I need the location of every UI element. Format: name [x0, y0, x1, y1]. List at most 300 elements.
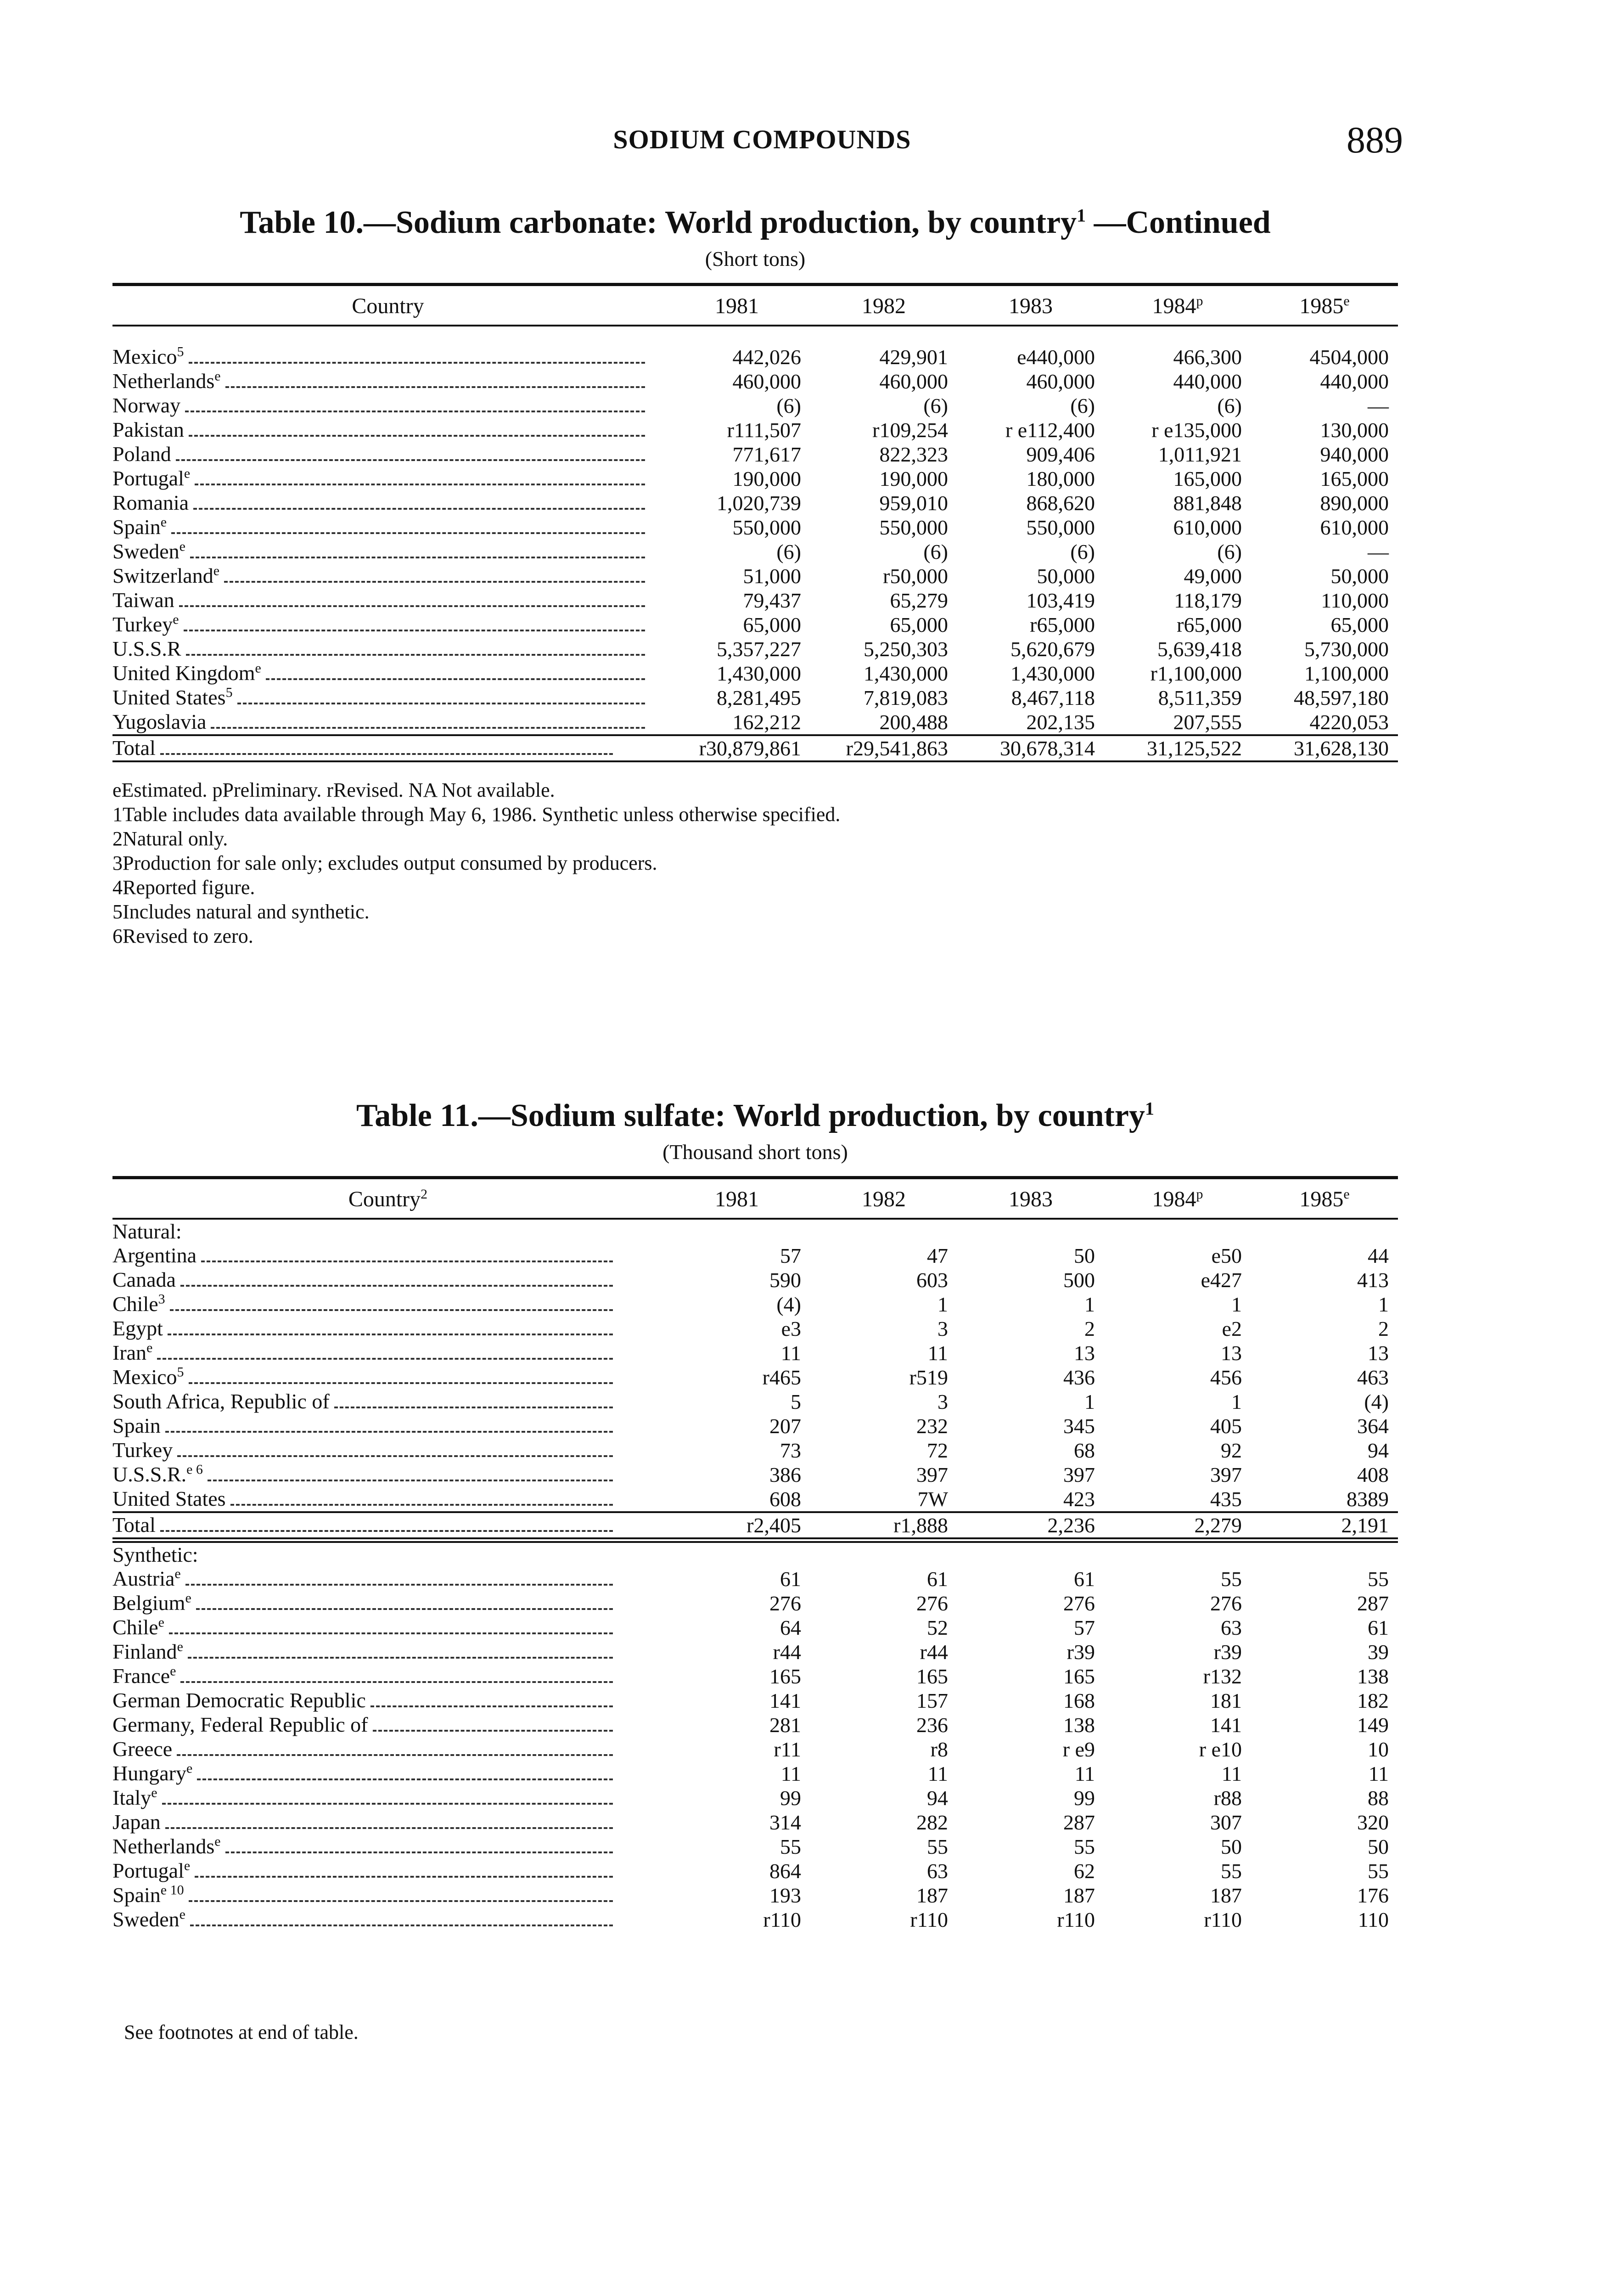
country-leader — [112, 1414, 613, 1438]
country-cell — [112, 613, 663, 637]
value-cell: 65,000 — [890, 613, 948, 636]
country-leader — [112, 1713, 613, 1737]
value-cell: 50 — [1074, 1244, 1095, 1267]
country-text: Total — [112, 736, 156, 760]
table-10-title-mark: 1 — [1077, 205, 1086, 226]
country-mark: e — [214, 369, 221, 384]
country-cell — [112, 1244, 663, 1268]
section-synthetic — [112, 1543, 1398, 1567]
table-row — [112, 1463, 1398, 1487]
year-column-header — [810, 286, 957, 325]
country-leader — [112, 1390, 613, 1414]
country-name — [112, 1688, 366, 1712]
leader-dots — [225, 1851, 613, 1853]
value-cell: 11 — [780, 1762, 801, 1785]
country-text: Romania — [112, 491, 189, 514]
value-cell: 1,011,921 — [1158, 443, 1242, 466]
value-cell: 202,135 — [1026, 710, 1095, 734]
table-row — [112, 1664, 1398, 1688]
value-cell: 51,000 — [743, 564, 801, 588]
country-leader — [112, 1268, 613, 1292]
value-cell: 2 — [1378, 1317, 1389, 1340]
table-10-top-rule — [112, 283, 1398, 286]
country-cell — [112, 1664, 663, 1688]
country-leader — [112, 1883, 613, 1908]
table-row — [112, 1268, 1398, 1292]
value-cell: 466,300 — [1173, 345, 1242, 369]
table-row — [112, 1640, 1398, 1664]
country-cell — [112, 1487, 663, 1511]
country-cell — [112, 369, 663, 394]
country-text: Turkey — [112, 613, 173, 636]
table-10-title-suffix: —Continued — [1086, 205, 1271, 240]
country-leader — [112, 540, 645, 564]
year-mark: e — [1343, 1187, 1350, 1202]
leader-dots — [162, 1803, 613, 1805]
value-cell: 50 — [1368, 1835, 1389, 1858]
leader-dots — [334, 1407, 613, 1408]
table-row — [112, 394, 1398, 418]
value-cell: 11 — [1074, 1762, 1095, 1785]
value-cell: r e112,400 — [1005, 418, 1095, 442]
country-text: Turkey — [112, 1438, 173, 1462]
total-value-cell: 30,678,314 — [1000, 737, 1095, 760]
country-mark: 3 — [158, 1292, 165, 1307]
value-cell: 61 — [927, 1567, 948, 1591]
table-row — [112, 686, 1398, 710]
country-cell — [112, 515, 663, 540]
value-cell: 1,430,000 — [1010, 662, 1095, 685]
country-cell — [112, 564, 663, 588]
value-cell: 61 — [1074, 1567, 1095, 1591]
footnote: 6Revised to zero. — [112, 925, 253, 947]
country-cell — [112, 1908, 663, 1932]
value-cell: 138 — [1357, 1665, 1389, 1688]
year-label: 1982 — [862, 294, 906, 318]
country-name — [112, 637, 181, 661]
value-cell: 397 — [1210, 1463, 1242, 1486]
country-mark: 5 — [177, 345, 184, 360]
table-row — [112, 1487, 1398, 1511]
rule-cell — [112, 1537, 1398, 1543]
value-cell: 8,467,118 — [1011, 686, 1095, 709]
value-cell: r65,000 — [1177, 613, 1242, 636]
value-cell: r519 — [909, 1366, 948, 1389]
value-cell: 1 — [1084, 1390, 1095, 1413]
country-leader — [112, 588, 645, 613]
value-cell: 345 — [1063, 1414, 1095, 1438]
value-cell: 207 — [769, 1414, 801, 1438]
leader-dots — [188, 1657, 613, 1659]
value-cell: e440,000 — [1017, 345, 1095, 369]
value-cell: 55 — [1368, 1567, 1389, 1591]
country-cell — [112, 1615, 663, 1640]
country-mark: e — [177, 1640, 183, 1654]
country-name — [112, 1268, 176, 1292]
value-cell: r e10 — [1199, 1738, 1242, 1761]
leader-dots — [185, 411, 645, 412]
leader-dots — [208, 1480, 613, 1481]
leader-dots — [169, 1632, 613, 1634]
country-name — [112, 1365, 184, 1389]
footnote: 2Natural only. — [112, 827, 228, 850]
country-text: Switzerland — [112, 564, 213, 587]
country-column-header: Country — [352, 294, 424, 318]
value-cell: 440,000 — [1173, 370, 1242, 393]
leader-dots — [160, 753, 613, 755]
value-cell: 190,000 — [879, 467, 948, 490]
year-column-header — [663, 286, 810, 325]
value-cell: 1,430,000 — [717, 662, 801, 685]
value-cell: 190,000 — [732, 467, 801, 490]
total-value-cell: 2,279 — [1194, 1514, 1242, 1537]
country-leader — [112, 1365, 613, 1390]
leader-dots — [170, 1309, 613, 1311]
leader-dots — [190, 1925, 613, 1926]
country-name — [112, 1737, 172, 1761]
value-cell: 138 — [1063, 1713, 1095, 1737]
table-row — [112, 540, 1398, 564]
value-cell: 442,026 — [732, 345, 801, 369]
table-row — [112, 564, 1398, 588]
value-cell: 141 — [1210, 1713, 1242, 1737]
value-cell: 11 — [927, 1762, 948, 1785]
country-cell — [112, 442, 663, 467]
country-cell — [112, 637, 663, 661]
country-leader — [112, 1244, 613, 1268]
table-row — [112, 1292, 1398, 1317]
value-cell: 65,279 — [890, 589, 948, 612]
leader-dots — [189, 1900, 613, 1902]
value-cell: r109,254 — [872, 418, 948, 442]
value-cell: — — [1368, 540, 1389, 563]
value-cell: 50,000 — [1330, 564, 1389, 588]
leader-dots — [196, 1608, 613, 1610]
country-cell — [112, 1463, 663, 1487]
value-cell: 180,000 — [1026, 467, 1095, 490]
value-cell: 157 — [916, 1689, 948, 1712]
table-row — [112, 1414, 1398, 1438]
country-leader — [112, 1591, 613, 1615]
country-leader — [112, 394, 645, 418]
leader-dots — [168, 1334, 613, 1335]
country-mark: e 6 — [186, 1463, 203, 1477]
header-rule — [112, 325, 1398, 326]
country-cell — [112, 1438, 663, 1463]
year-column-header — [1251, 286, 1398, 325]
table-11-grid — [112, 1179, 1398, 1932]
year-mark: p — [1196, 1187, 1203, 1202]
year-column-header — [1104, 1179, 1251, 1218]
table-11-unit: (Thousand short tons) — [662, 1140, 848, 1164]
country-name — [112, 369, 221, 393]
total-value-cell: 31,125,522 — [1147, 737, 1242, 760]
leader-dots — [195, 1876, 613, 1878]
value-cell: 92 — [1221, 1439, 1242, 1462]
country-column-header — [112, 1179, 663, 1218]
table-row — [112, 1615, 1398, 1640]
country-leader — [112, 1835, 613, 1859]
total-value-cell: r1,888 — [893, 1514, 948, 1537]
value-cell: 168 — [1063, 1689, 1095, 1712]
value-cell: 1,100,000 — [1304, 662, 1389, 685]
value-cell: 413 — [1357, 1268, 1389, 1292]
table-10-unit: (Short tons) — [705, 247, 806, 270]
country-name — [112, 1292, 165, 1316]
country-text: France — [112, 1664, 170, 1688]
year-label: 1983 — [1009, 294, 1053, 318]
natural-total-row — [112, 1513, 1398, 1537]
country-leader — [112, 1317, 613, 1341]
value-cell: r110 — [1204, 1908, 1242, 1931]
country-name — [112, 661, 261, 685]
country-leader — [112, 1292, 613, 1317]
country-text: Spain — [112, 1414, 161, 1437]
value-cell: r132 — [1203, 1665, 1242, 1688]
country-name — [112, 686, 233, 709]
value-cell: 187 — [916, 1884, 948, 1907]
value-cell: 282 — [916, 1811, 948, 1834]
value-cell: 99 — [1074, 1786, 1095, 1810]
country-mark: e — [170, 1664, 176, 1679]
leader-dots — [225, 386, 645, 388]
leader-dots — [176, 459, 645, 461]
leader-dots — [193, 508, 645, 510]
country-mark: e — [160, 515, 167, 530]
country-leader — [112, 418, 645, 442]
value-cell: 55 — [1221, 1567, 1242, 1591]
value-cell: (6) — [923, 394, 948, 417]
table-row — [112, 1908, 1398, 1932]
value-cell: 11 — [1221, 1762, 1242, 1785]
value-cell: 1,430,000 — [864, 662, 948, 685]
country-cell — [112, 491, 663, 515]
page-header — [0, 119, 1605, 165]
value-cell: 65,000 — [1330, 613, 1389, 636]
value-cell: 110,000 — [1321, 589, 1389, 612]
value-cell: 149 — [1357, 1713, 1389, 1737]
leader-dots — [186, 654, 645, 656]
value-cell: 13 — [1221, 1341, 1242, 1365]
year-column-header — [1251, 1179, 1398, 1218]
leader-dots — [177, 1754, 613, 1756]
country-leader — [112, 345, 645, 369]
footnote: 5Includes natural and synthetic. — [112, 900, 370, 923]
value-cell: e3 — [781, 1317, 801, 1340]
country-text: Netherlands — [112, 369, 215, 393]
leader-dots — [195, 484, 645, 485]
value-cell: 200,488 — [879, 710, 948, 734]
country-cell — [112, 1761, 663, 1786]
value-cell: 8,281,495 — [717, 686, 801, 709]
value-cell: 50,000 — [1037, 564, 1095, 588]
country-text: Finland — [112, 1640, 177, 1663]
country-leader — [112, 1615, 613, 1640]
leader-dots — [197, 1778, 613, 1780]
value-cell: 276 — [769, 1592, 801, 1615]
value-cell: 64 — [780, 1616, 801, 1639]
country-name — [112, 1591, 191, 1615]
value-cell: 890,000 — [1320, 491, 1389, 515]
value-cell: 397 — [1063, 1463, 1095, 1486]
table-11-header-row — [112, 1179, 1398, 1218]
leader-dots — [230, 1504, 613, 1506]
value-cell: 52 — [927, 1616, 948, 1639]
country-name — [112, 736, 156, 760]
country-text: Hungary — [112, 1761, 186, 1785]
country-leader — [112, 1761, 613, 1786]
country-cell — [112, 1859, 663, 1883]
running-head: SODIUM COMPOUNDS — [613, 124, 911, 154]
value-cell: 182 — [1357, 1689, 1389, 1712]
country-name — [112, 1883, 184, 1907]
value-cell: 550,000 — [879, 516, 948, 539]
country-name — [112, 345, 184, 369]
value-cell: 314 — [769, 1811, 801, 1834]
value-cell: 187 — [1210, 1884, 1242, 1907]
country-mark: e — [174, 1567, 181, 1581]
value-cell: 181 — [1210, 1689, 1242, 1712]
total-row — [112, 736, 1398, 760]
country-cell — [112, 710, 663, 734]
value-cell: 5,357,227 — [717, 637, 801, 661]
value-cell: 4504,000 — [1309, 345, 1389, 369]
value-cell: 1 — [1231, 1293, 1242, 1316]
value-cell: 48,597,180 — [1294, 686, 1389, 709]
country-text: Netherlands — [112, 1835, 215, 1858]
year-mark: p — [1196, 293, 1203, 309]
value-cell: 44 — [1368, 1244, 1389, 1267]
country-leader — [112, 1438, 613, 1463]
country-cell — [112, 736, 663, 760]
value-cell: 55 — [1074, 1835, 1095, 1858]
table-11-title-mark: 1 — [1145, 1098, 1154, 1119]
country-text: Germany, Federal Republic of — [112, 1713, 368, 1736]
country-cell — [112, 686, 663, 710]
country-mark: e — [179, 540, 185, 554]
country-text: Egypt — [112, 1317, 163, 1340]
country-column-mark: 2 — [421, 1187, 428, 1202]
value-cell: 320 — [1357, 1811, 1389, 1834]
country-cell — [112, 418, 663, 442]
country-text: Italy — [112, 1786, 152, 1809]
country-mark: 5 — [177, 1365, 184, 1380]
value-cell: 110 — [1358, 1908, 1389, 1931]
value-cell: 2 — [1084, 1317, 1095, 1340]
country-text: Sweden — [112, 540, 180, 563]
country-text: Canada — [112, 1268, 176, 1291]
value-cell: 130,000 — [1320, 418, 1389, 442]
value-cell: 460,000 — [1026, 370, 1095, 393]
country-mark: e — [184, 1859, 191, 1874]
total-value-cell: r30,879,861 — [699, 737, 801, 760]
country-mark: e — [179, 1908, 185, 1922]
country-name — [112, 1859, 190, 1883]
country-text: Poland — [112, 442, 171, 466]
year-label: 1983 — [1009, 1187, 1053, 1211]
value-cell: (6) — [776, 540, 801, 563]
value-cell: 11 — [1368, 1762, 1389, 1785]
table-row — [112, 1438, 1398, 1463]
value-cell: 61 — [780, 1567, 801, 1591]
country-name — [112, 1244, 196, 1267]
country-text: Chile — [112, 1615, 158, 1639]
double-rule — [112, 1537, 1398, 1543]
country-name — [112, 710, 206, 734]
value-cell: 1 — [1378, 1293, 1389, 1316]
leader-dots — [180, 1285, 613, 1287]
table-row — [112, 369, 1398, 394]
value-cell: (6) — [923, 540, 948, 563]
value-cell: 11 — [780, 1341, 801, 1365]
value-cell: 959,010 — [879, 491, 948, 515]
value-cell: 55 — [927, 1835, 948, 1858]
country-text: Greece — [112, 1737, 173, 1761]
country-text: Belgium — [112, 1591, 185, 1615]
value-cell: r44 — [920, 1640, 948, 1664]
table-10-title — [112, 204, 1398, 241]
value-cell: 440,000 — [1320, 370, 1389, 393]
value-cell: e50 — [1211, 1244, 1242, 1267]
leader-dots — [185, 1584, 613, 1586]
country-text: Mexico — [112, 345, 177, 368]
value-cell: 49,000 — [1184, 564, 1242, 588]
value-cell: 4220,053 — [1309, 710, 1389, 734]
value-cell: 57 — [1074, 1616, 1095, 1639]
country-name — [112, 1513, 156, 1537]
value-cell: r e9 — [1062, 1738, 1095, 1761]
country-leader — [112, 369, 645, 394]
value-cell: 460,000 — [732, 370, 801, 393]
value-cell: 5,250,303 — [864, 637, 948, 661]
country-text: Taiwan — [112, 588, 174, 612]
year-label: 1981 — [715, 294, 759, 318]
country-mark: e — [185, 1591, 191, 1606]
total-value-cell: r2,405 — [746, 1514, 801, 1537]
country-text: Pakistan — [112, 418, 184, 441]
country-leader — [112, 467, 645, 491]
country-mark: 5 — [225, 686, 233, 700]
country-leader — [112, 736, 613, 760]
country-name — [112, 1908, 185, 1931]
table-11-top-rule — [112, 1176, 1398, 1179]
country-text: Iran — [112, 1341, 147, 1364]
section-natural — [112, 1220, 1398, 1244]
leader-dots — [157, 1358, 613, 1360]
value-cell: 423 — [1063, 1487, 1095, 1511]
table-10 — [112, 204, 1398, 948]
country-mark: e — [255, 661, 261, 676]
value-cell: r110 — [1057, 1908, 1095, 1931]
country-mark: e — [173, 613, 179, 627]
value-cell: 608 — [769, 1487, 801, 1511]
value-cell: 5,730,000 — [1304, 637, 1389, 661]
country-name — [112, 1414, 161, 1438]
country-name — [112, 1390, 330, 1413]
leader-dots — [370, 1705, 613, 1707]
rule-cell — [112, 325, 1398, 326]
country-leader — [112, 1513, 613, 1537]
footnote: 1Table includes data available through May 6, 1986. Synthetic unless otherwise specified. — [112, 803, 841, 826]
country-cell — [112, 1640, 663, 1664]
value-cell: (6) — [1217, 394, 1242, 417]
leader-dots — [179, 605, 645, 607]
country-leader — [112, 710, 645, 734]
country-mark: e — [213, 564, 220, 579]
country-name — [112, 1786, 157, 1810]
country-name — [112, 1341, 152, 1365]
country-text: Japan — [112, 1810, 161, 1834]
